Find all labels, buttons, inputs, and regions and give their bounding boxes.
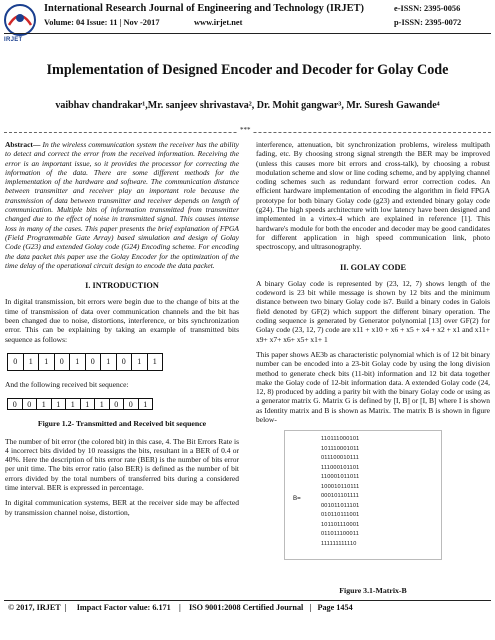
- matrix-row: 111000101101: [321, 464, 360, 471]
- received-bit-cell: 1: [66, 399, 81, 410]
- intro-heading: I. INTRODUCTION: [85, 281, 159, 291]
- paper-authors: vaibhav chandrakar¹,Mr. sanjeev shrivastava², Dr. Mohit gangwar³, Mr. Suresh Gawande⁴: [55, 100, 440, 111]
- matrix-row: 110001011011: [321, 474, 360, 481]
- pissn: p-ISSN: 2395-0072: [394, 18, 462, 27]
- golay-paragraph-2: This paper shows AE3b as characteristic polynomial which is of 12 bit binary number can be encoded into a 23-bit Golay code by using the long division method to generate check bits (11-bit) information and 12 bit data together make the Golay code of 12-bit information data. A extended Golay code (24, 12, 8) produced by adding a parity bit with the binary Golay code or using as a generator matrix G. Matrix G is defined by [I, B] or [I, B] where I is shown as Identity matrix and B is shown as Matrix. The matrix B is shown in figure below-: [256, 349, 490, 425]
- matrix-row: 011011100011: [321, 531, 360, 538]
- journal-header: [0, 0, 495, 44]
- page-footer: © 2017, IRJET | Impact Factor value: 6.171 | ISO 9001:2008 Certified Journal | Page 1454: [8, 603, 353, 612]
- transmitted-bit-cell: 0: [116, 353, 132, 370]
- paper-title: Implementation of Designed Encoder and Decoder for Golay Code: [46, 62, 449, 78]
- received-bit-cell: 1: [37, 399, 52, 410]
- abstract-label: Abstract—: [5, 140, 41, 149]
- matrix-row: 001011011101: [321, 502, 360, 509]
- matrix-row: 111111111110: [321, 540, 357, 547]
- intro-paragraph-4: In digital communication systems, BER at the receiver side may be affected by transmission channel noise, distortion,: [5, 498, 239, 517]
- matrix-label: B=: [293, 495, 301, 503]
- transmitted-bit-cell: 0: [8, 353, 24, 370]
- matrix-row: 101101110001: [321, 521, 360, 528]
- footer-copyright: © 2017, IRJET: [8, 603, 61, 612]
- volume-line: [44, 18, 243, 27]
- transmitted-bit-cell: 1: [23, 353, 39, 370]
- abstract: [5, 140, 239, 270]
- transmitted-bit-cell: 1: [101, 353, 117, 370]
- transmitted-bits-table: [7, 353, 163, 371]
- received-bit-cell: 1: [51, 399, 66, 410]
- transmitted-bit-cell: 0: [54, 353, 70, 370]
- transmitted-bit-cell: 1: [70, 353, 86, 370]
- received-bit-cell: 0: [124, 399, 139, 410]
- right-column: [256, 140, 490, 560]
- left-column: [5, 140, 239, 523]
- transmitted-bit-cell: 0: [85, 353, 101, 370]
- abstract-text: In the wireless communication system the receiver has the ability to detect and correct the error from the received information. Receiving the error is an important issue, so it provides the processor for correcting the information of the data. There are some different methods for the implementation of the hardware and software. The communication distance between transmitter and receiver play an important role because the transmission of data between transmitter and receiver depends on length of communication. Multiple bits of information transmitted from transmitter changed due to the effect of noise in transmitted signal. This causes intense loss in many of the cases. This paper presents the brief explanation of FPGA (Field Programmable Gate Array) based simulation and design of Golay Code (G23) and extended Golay code (G24) Encoding scheme. For encoding the data packet this paper use the Golay Encoder for the optimization of the time delay of the operational circuit design to encode the data packet.: [5, 140, 239, 270]
- logo-text: IRJET: [4, 37, 23, 43]
- intro-paragraph-1: In digital transmission, bit errors were begin due to the change of bits at the time of transmission of data over communication channels and the bit has been changed due to noise, distortions, interference, or bits synchronization error. This can be explaining by taking an example of transmitted bits sequence as follows:: [5, 297, 239, 344]
- golay-paragraph-1: A binary Golay code is represented by (23, 12, 7) shows length of the codeword is 23 bit while message is shown by 12 bits and the minimum distance between two binary Golay code is7. Build a binary codes in Galois field denoted by GF(2) which support the different binary operation. The coding sequence is generated by Generator polynomial [13] over GF(2) for Golay code (23, 12, 7) code are x11 + x10 + x6 + x5 + x4 + x2 + x1 and x11+ x9+ x7+ x6+ x5+ x1+ 1: [256, 278, 490, 344]
- volume-issue: Volume: 04 Issue: 11 | Nov -2017: [44, 18, 160, 27]
- footer-page: Page 1454: [317, 603, 353, 612]
- journal-name: International Research Journal of Engineering and Technology (IRJET): [44, 3, 364, 14]
- received-bit-cell: 1: [80, 399, 95, 410]
- matrix-row: 101110001011: [321, 445, 360, 452]
- golay-heading: II. GOLAY CODE: [339, 262, 406, 272]
- received-bit-cell: 0: [22, 399, 37, 410]
- irjet-logo-icon: [3, 3, 37, 37]
- matrix-row: 100010110111: [321, 483, 360, 490]
- figure-1-2-caption: Figure 1.2- Transmitted and Received bit sequence: [37, 419, 207, 429]
- matrix-rows: [321, 435, 360, 549]
- received-bit-cell: 1: [95, 399, 110, 410]
- footer-impact: Impact Factor value: 6.171: [76, 603, 171, 612]
- journal-website[interactable]: www.irjet.net: [194, 18, 243, 27]
- transmitted-bit-cell: 1: [147, 353, 163, 370]
- received-bits-table: [7, 398, 153, 410]
- right-paragraph-1: interference, attenuation, bit synchronization problems, wireless multipath fading, etc. By choosing strong signal strength the BER may be improved (unless this causes more bit errors and cross-talk), by choosing a robust modulation scheme and slow or line coding scheme, and by applying channel coding schemes such as redundant forward error correction codes. An efficient hardware implementation of encoding the algorithm in field FPGA prototype for both binary Golay code (g23) and extended binary golay code (g24). The high speeds architecture with low latency have been designed and implemented in a virtex-4 which are explained in reference [1]. This hardware's module for both the encoder and decoder may be good candidates for different application in high speed communication link, photo spectroscopy, and ultrasonography.: [256, 140, 490, 252]
- matrix-row: 011100010111: [321, 455, 360, 462]
- footer-iso: ISO 9001:2008 Certified Journal: [188, 603, 304, 612]
- transmitted-bit-cell: 1: [132, 353, 148, 370]
- received-bit-cell: 0: [8, 399, 23, 410]
- received-bit-cell: 0: [109, 399, 124, 410]
- intro-paragraph-2: And the following received bit sequence:: [5, 379, 129, 389]
- eissn: e-ISSN: 2395-0056: [394, 4, 461, 13]
- received-bit-cell: 1: [138, 399, 153, 410]
- figure-3-1-caption: Figure 3.1-Matrix-B: [339, 586, 407, 595]
- matrix-row: 010110111001: [321, 512, 360, 519]
- separator-stars: ***: [240, 126, 251, 134]
- transmitted-bit-cell: 1: [39, 353, 55, 370]
- matrix-row: 000101101111: [321, 493, 360, 500]
- matrix-row: 110111000101: [321, 436, 360, 443]
- matrix-b-figure: [284, 430, 442, 560]
- intro-paragraph-3: The number of bit error (the colored bit) in this case, 4. The Bit Errors Rate is 4 incorrect bits divided by 10 reassigns the bits, resultant in a BER of 0.4 or 40%. Here the description of bits error rate (BER) is the number of bits error per unit time. The bits error ratio (also BER) is defined as the number of bit errors divided by the total numbers of transferred bits during a considered time interval. BER is expressed in percentage.: [5, 436, 239, 493]
- footer-rule: [4, 600, 491, 601]
- header-rule: [4, 33, 491, 34]
